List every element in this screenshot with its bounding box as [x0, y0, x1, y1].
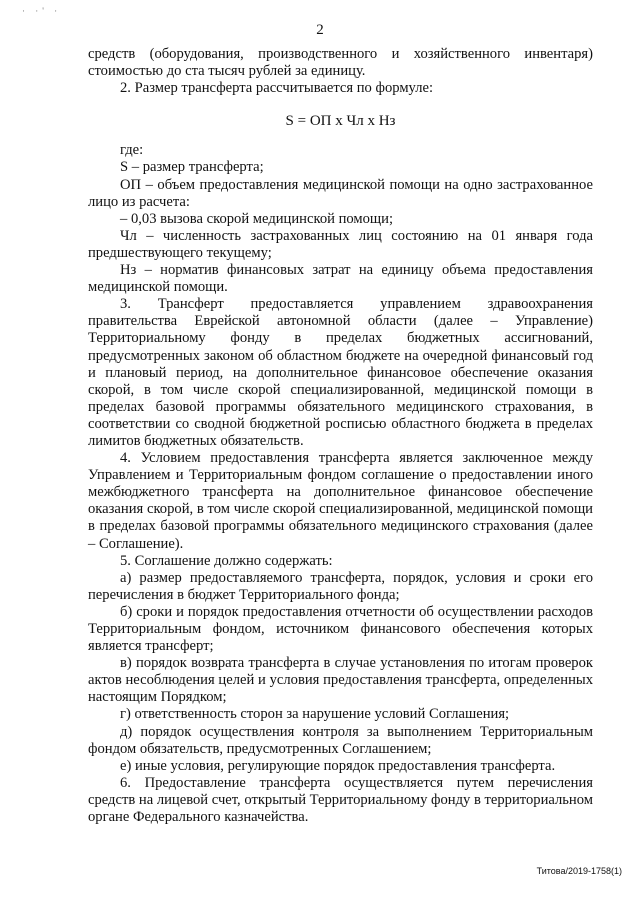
- paragraph: в) порядок возврата трансферта в случае установления по итогам проверок актов несоблюдения целей и условия предоставления трансферта, определенных настоящим Порядком;: [88, 655, 593, 706]
- document-footer-code: Титова/2019-1758(1): [536, 866, 622, 876]
- paragraph: 3. Трансферт предоставляется управлением здравоохранения правительства Еврейской автономной области (далее – Управление) Территориальному фонду в пределах бюджетных ассигнований, предусмотренных законом об областном бюджете на очередной финансовый год и плановый период, на дополнительное финансовое обеспечение оказания скорой, в том числе скорой специализированной, медицинской помощи в пределах базовой программы обязательного медицинского страхования, в соответствии со сводной бюджетной росписью областного бюджета в пределах лимитов бюджетных обязательств.: [88, 296, 593, 449]
- paragraph: 5. Соглашение должно содержать:: [120, 552, 333, 569]
- paragraph: б) сроки и порядок предоставления отчетности об осуществлении расходов Территориальным фондом, источником финансового обеспечения которых является трансферт;: [88, 603, 593, 655]
- page-number: 2: [316, 22, 324, 38]
- paragraph: Чл – численность застрахованных лиц состоянию на 01 января года предшествующего текущему;: [88, 227, 593, 261]
- formula: S = ОП х Чл х Нз: [285, 113, 396, 130]
- paragraph: средств (оборудования, производственного и хозяйственного инвентаря) стоимостью до ста тысяч рублей за единицу.: [88, 46, 593, 80]
- paragraph: Нз – норматив финансовых затрат на единицу объема предоставления медицинской помощи.: [88, 262, 593, 296]
- paragraph: где:: [120, 142, 144, 159]
- paragraph: а) размер предоставляемого трансферта, порядок, условия и сроки его перечисления в бюджет Территориального фонда;: [88, 569, 593, 603]
- paragraph: S – размер трансферта;: [120, 159, 264, 176]
- paragraph: 4. Условием предоставления трансферта является заключенное между Управлением и Территориальным фондом соглашение о предоставлении иного межбюджетного трансферта на дополнительное финансовое обеспечение оказания скорой, в том числе скорой специализированной, медицинской помощи в пределах базовой программы обязательного медицинского страхования (далее – Соглашение).: [88, 450, 593, 552]
- document-body: [88, 46, 593, 826]
- scan-specks: · ·' ·: [22, 6, 62, 16]
- paragraph: 2. Размер трансферта рассчитывается по формуле:: [120, 80, 434, 97]
- paragraph: г) ответственность сторон за нарушение условий Соглашения;: [120, 706, 510, 723]
- paragraph: д) порядок осуществления контроля за выполнением Территориальным фондом обязательств, предусмотренных Соглашением;: [88, 723, 593, 757]
- paragraph: ОП – объем предоставления медицинской помощи на одно застрахованное лицо из расчета:: [88, 176, 593, 210]
- paragraph: е) иные условия, регулирующие порядок предоставления трансферта.: [120, 757, 556, 774]
- paragraph: – 0,03 вызова скорой медицинской помощи;: [120, 210, 394, 227]
- paragraph: 6. Предоставление трансферта осуществляется путем перечисления средств на лицевой счет, открытый Территориальному фонду в территориальном органе Федерального казначейства.: [88, 774, 593, 826]
